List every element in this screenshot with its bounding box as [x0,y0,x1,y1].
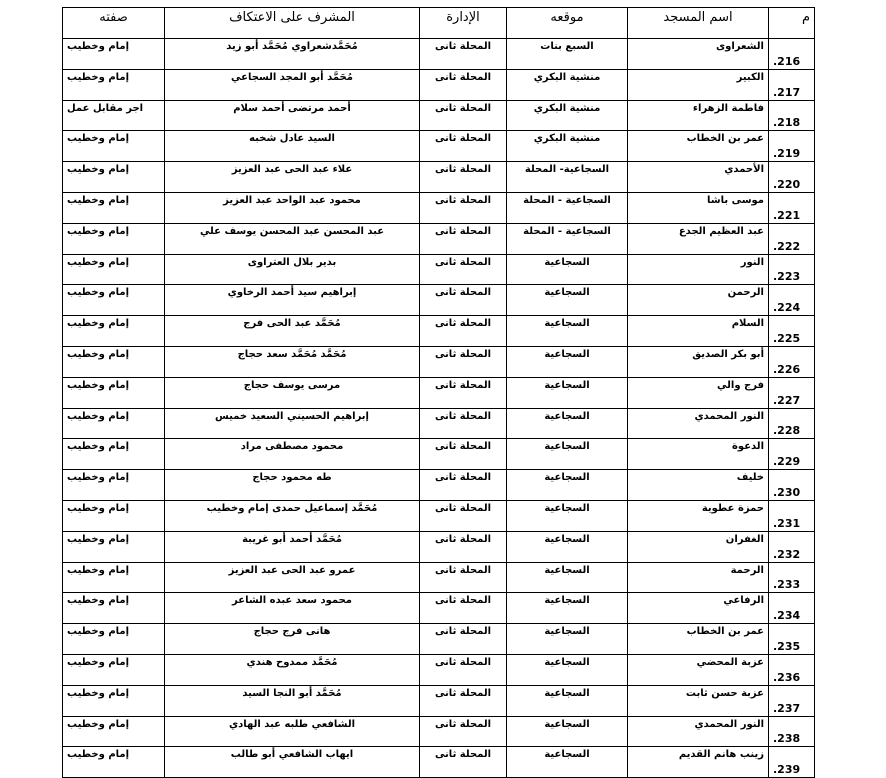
table-body [63,39,815,778]
administration-cell: المحلة ثانى [420,624,507,655]
supervisor-role-cell: إمام وخطيب [63,500,165,531]
supervisor-role-cell: إمام وخطيب [63,747,165,778]
administration-cell: المحلة ثانى [420,439,507,470]
mosque-name-cell: عمر بن الخطاب [628,131,769,162]
administration-cell: المحلة ثانى [420,408,507,439]
mosque-name-cell: الرحمة [628,562,769,593]
administration-cell: المحلة ثانى [420,562,507,593]
mosque-name-cell: الشعراوى [628,39,769,70]
mosque-name-cell: الغفران [628,531,769,562]
administration-cell: المحلة ثانى [420,377,507,408]
mosque-location-cell: السجاعية [507,593,628,624]
mosque-location-cell: السبع بنات [507,39,628,70]
mosque-location-cell: السجاعية [507,685,628,716]
administration-cell: المحلة ثانى [420,685,507,716]
supervisor-name-cell: الشافعي طلبه عبد الهادي [165,716,420,747]
table-row [63,685,815,716]
mosque-location-cell: السجاعية [507,254,628,285]
mosque-name-cell: السلام [628,316,769,347]
supervisor-name-cell: مُحَمَّد مُحَمَّد سعد حجاج [165,346,420,377]
table-row [63,162,815,193]
mosque-name-cell: فاطمة الزهراء [628,100,769,131]
supervisor-name-cell: ايهاب الشافعي أبو طالب [165,747,420,778]
table-row [63,500,815,531]
supervisor-name-cell: مُحَمَّدشعراوي مُحَمَّد أبو زيد [165,39,420,70]
supervisor-role-cell: إمام وخطيب [63,316,165,347]
supervisor-name-cell: مُحَمَّد أبو النجا السيد [165,685,420,716]
mosque-location-cell: السجاعية [507,531,628,562]
table-row [63,624,815,655]
header-mosque-name: اسم المسجد [628,8,769,39]
mosque-location-cell: السجاعية [507,439,628,470]
supervisor-role-cell: إمام وخطيب [63,716,165,747]
supervisor-role-cell: إمام وخطيب [63,346,165,377]
mosque-location-cell: منشية البكري [507,131,628,162]
supervisor-role-cell: إمام وخطيب [63,562,165,593]
supervisor-name-cell: مُحَمَّد إسماعيل حمدى إمام وخطيب [165,500,420,531]
supervisor-role-cell: إمام وخطيب [63,39,165,70]
supervisor-role-cell: إمام وخطيب [63,685,165,716]
supervisor-name-cell: مُحَمَّد ممدوح هندي [165,654,420,685]
administration-cell: المحلة ثانى [420,316,507,347]
row-number-cell: .223 [769,254,815,285]
administration-cell: المحلة ثانى [420,39,507,70]
table-row [63,131,815,162]
mosques-table [62,7,815,778]
mosque-name-cell: عمر بن الخطاب [628,624,769,655]
mosque-name-cell: الرحمن [628,285,769,316]
mosque-location-cell: السجاعية [507,747,628,778]
mosque-name-cell: النور المحمدي [628,716,769,747]
mosque-location-cell: السجاعية- المحلة [507,162,628,193]
row-number-cell: .238 [769,716,815,747]
mosque-name-cell: الكبير [628,69,769,100]
mosque-location-cell: السجاعية [507,716,628,747]
supervisor-name-cell: مُحَمَّد أحمد أبو غريبة [165,531,420,562]
mosque-location-cell: منشية البكري [507,69,628,100]
row-number-cell: .227 [769,377,815,408]
administration-cell: المحلة ثانى [420,654,507,685]
supervisor-name-cell: عبد المحسن عبد المحسن يوسف علي [165,223,420,254]
row-number-cell: .239 [769,747,815,778]
supervisor-name-cell: طه محمود حجاج [165,470,420,501]
table-row [63,747,815,778]
mosque-name-cell: أبو بكر الصديق [628,346,769,377]
administration-cell: المحلة ثانى [420,500,507,531]
supervisor-role-cell: إمام وخطيب [63,470,165,501]
table-row [63,562,815,593]
administration-cell: المحلة ثانى [420,131,507,162]
row-number-cell: .224 [769,285,815,316]
mosque-location-cell: منشية البكري [507,100,628,131]
table-row [63,192,815,223]
table-row [63,531,815,562]
administration-cell: المحلة ثانى [420,285,507,316]
table-row [63,285,815,316]
row-number-cell: .222 [769,223,815,254]
supervisor-role-cell: إمام وخطيب [63,162,165,193]
supervisor-role-cell: إمام وخطيب [63,285,165,316]
mosque-location-cell: السجاعية [507,470,628,501]
administration-cell: المحلة ثانى [420,100,507,131]
mosque-name-cell: الأحمدي [628,162,769,193]
table-row [63,439,815,470]
table-row [63,654,815,685]
row-number-cell: .234 [769,593,815,624]
supervisor-role-cell: إمام وخطيب [63,408,165,439]
table-row [63,39,815,70]
row-number-cell: .229 [769,439,815,470]
mosque-name-cell: النور [628,254,769,285]
administration-cell: المحلة ثانى [420,192,507,223]
supervisor-name-cell: علاء عبد الحى عبد العزيز [165,162,420,193]
table-row [63,716,815,747]
supervisor-role-cell: إمام وخطيب [63,654,165,685]
supervisor-role-cell: إمام وخطيب [63,531,165,562]
row-number-cell: .231 [769,500,815,531]
mosque-location-cell: السجاعية [507,562,628,593]
mosque-name-cell: عزبة المحضي [628,654,769,685]
table-row [63,346,815,377]
administration-cell: المحلة ثانى [420,223,507,254]
supervisor-role-cell: إمام وخطيب [63,439,165,470]
mosque-name-cell: موسى باشا [628,192,769,223]
row-number-cell: .233 [769,562,815,593]
mosque-name-cell: النور المحمدي [628,408,769,439]
mosque-name-cell: عبد العظيم الجدع [628,223,769,254]
administration-cell: المحلة ثانى [420,747,507,778]
row-number-cell: .226 [769,346,815,377]
administration-cell: المحلة ثانى [420,254,507,285]
mosque-location-cell: السجاعية [507,285,628,316]
mosque-location-cell: السجاعية - المحلة [507,223,628,254]
administration-cell: المحلة ثانى [420,69,507,100]
mosque-location-cell: السجاعية [507,377,628,408]
supervisor-name-cell: مُحَمَّد أبو المجد السجاعي [165,69,420,100]
header-location: موقعه [507,8,628,39]
row-number-cell: .235 [769,624,815,655]
supervisor-role-cell: إمام وخطيب [63,593,165,624]
table-row [63,408,815,439]
administration-cell: المحلة ثانى [420,593,507,624]
mosque-name-cell: زينب هانم القديم [628,747,769,778]
table-row [63,377,815,408]
row-number-cell: .216 [769,39,815,70]
supervisor-role-cell: إمام وخطيب [63,192,165,223]
row-number-cell: .217 [769,69,815,100]
supervisor-role-cell: إمام وخطيب [63,131,165,162]
table-row [63,593,815,624]
administration-cell: المحلة ثانى [420,716,507,747]
row-number-cell: .228 [769,408,815,439]
table-row [63,316,815,347]
supervisor-role-cell: إمام وخطيب [63,254,165,285]
supervisor-name-cell: محمود مصطفى مراد [165,439,420,470]
table-row [63,69,815,100]
supervisor-role-cell: إمام وخطيب [63,223,165,254]
header-role: صفته [63,8,165,39]
supervisor-role-cell: إمام وخطيب [63,69,165,100]
supervisor-name-cell: أحمد مرتضى أحمد سلام [165,100,420,131]
supervisor-name-cell: محمود عبد الواحد عبد العزيز [165,192,420,223]
header-administration: الإدارة [420,8,507,39]
mosque-location-cell: السجاعية [507,654,628,685]
row-number-cell: .219 [769,131,815,162]
row-number-cell: .221 [769,192,815,223]
row-number-cell: .232 [769,531,815,562]
header-row [63,8,815,39]
supervisor-name-cell: مرسى يوسف حجاج [165,377,420,408]
supervisor-role-cell: اجر مقابل عمل [63,100,165,131]
mosque-name-cell: فرج والي [628,377,769,408]
row-number-cell: .220 [769,162,815,193]
mosque-location-cell: السجاعية [507,316,628,347]
supervisor-name-cell: هانى فرج حجاج [165,624,420,655]
administration-cell: المحلة ثانى [420,162,507,193]
supervisor-name-cell: السيد عادل شخبه [165,131,420,162]
mosque-location-cell: السجاعية [507,408,628,439]
mosque-name-cell: عزبة حسن ثابت [628,685,769,716]
row-number-cell: .218 [769,100,815,131]
supervisor-name-cell: إبراهيم الحسيني السعيد خميس [165,408,420,439]
supervisor-role-cell: إمام وخطيب [63,377,165,408]
supervisor-name-cell: عمرو عبد الحى عبد العزيز [165,562,420,593]
table-row [63,223,815,254]
mosque-location-cell: السجاعية [507,624,628,655]
table-row [63,470,815,501]
administration-cell: المحلة ثانى [420,470,507,501]
header-supervisor: المشرف على الاعتكاف [165,8,420,39]
supervisor-name-cell: إبراهيم سيد أحمد الرخاوي [165,285,420,316]
administration-cell: المحلة ثانى [420,346,507,377]
header-num: م [769,8,815,39]
mosque-location-cell: السجاعية - المحلة [507,192,628,223]
row-number-cell: .225 [769,316,815,347]
table-row [63,100,815,131]
supervisor-name-cell: مُحَمَّد عبد الحى فرج [165,316,420,347]
mosque-location-cell: السجاعية [507,346,628,377]
mosque-name-cell: الرفاعي [628,593,769,624]
row-number-cell: .230 [769,470,815,501]
mosque-name-cell: الدعوة [628,439,769,470]
table-row [63,254,815,285]
administration-cell: المحلة ثانى [420,531,507,562]
mosque-location-cell: السجاعية [507,500,628,531]
supervisor-name-cell: بدير بلال العتراوى [165,254,420,285]
mosque-name-cell: حمزة عطوية [628,500,769,531]
mosque-name-cell: خليف [628,470,769,501]
supervisor-name-cell: محمود سعد عبده الشاعر [165,593,420,624]
row-number-cell: .236 [769,654,815,685]
supervisor-role-cell: إمام وخطيب [63,624,165,655]
row-number-cell: .237 [769,685,815,716]
